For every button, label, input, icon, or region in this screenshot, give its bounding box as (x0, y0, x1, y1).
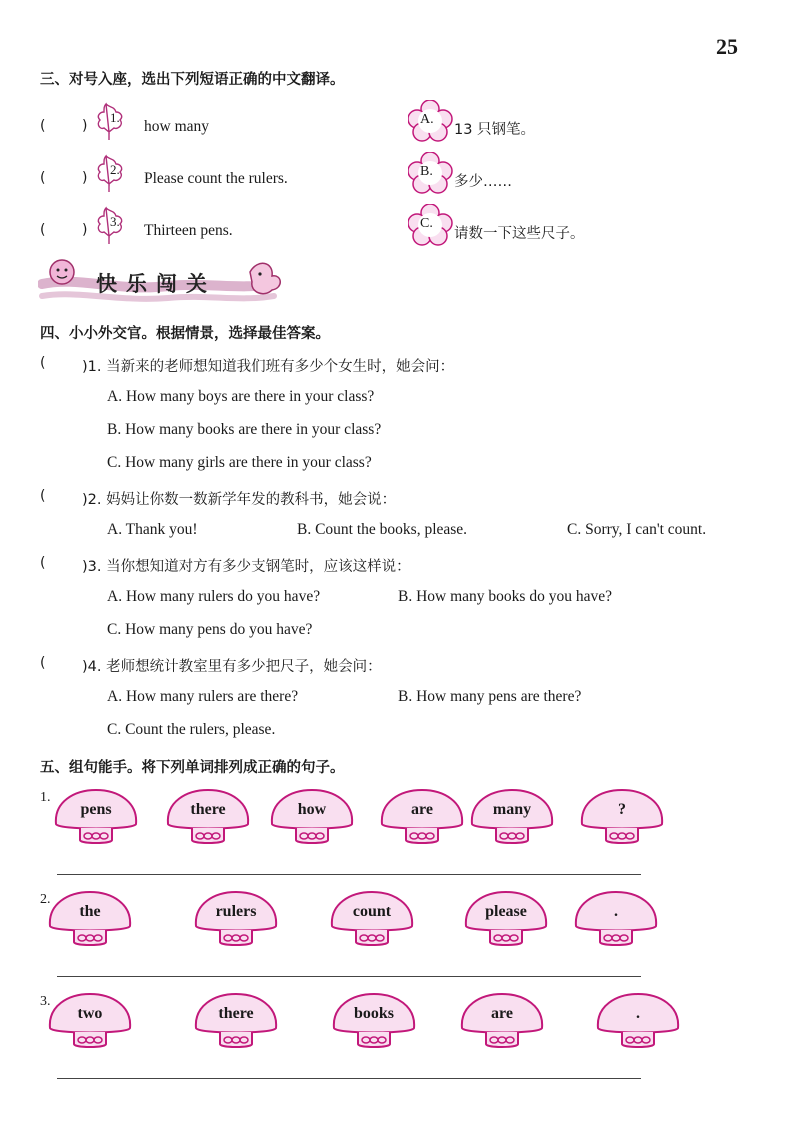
mushroom-word: the (79, 903, 101, 920)
option-b: B. How many pens are there? (398, 688, 582, 705)
mushroom-word: . (614, 903, 618, 920)
phrase-text: how many (144, 118, 210, 135)
option-a: A. How many rulers are there? (107, 688, 299, 705)
word-mushroom (468, 788, 558, 846)
word-mushroom (164, 788, 254, 846)
answer-paren-open: ( (40, 118, 46, 134)
translation-text: 多少…… (454, 174, 512, 190)
cartoon-child-icon (50, 260, 74, 284)
word-mushroom (572, 890, 662, 948)
answer-paren-open: ( (40, 655, 46, 671)
leaf-number: 3. (110, 214, 120, 229)
question-stem: )2. 妈妈让你数一数新学年发的教科书，她会说： (82, 492, 397, 508)
sentence-number: 1. (40, 790, 51, 805)
word-mushroom (328, 890, 418, 948)
option-b: B. How many books are there in your class? (107, 421, 382, 438)
option-c: C. How many pens do you have? (107, 621, 313, 638)
phrase-text: Please count the rulers. (144, 170, 288, 187)
option-a: A. How many rulers do you have? (107, 588, 321, 605)
mushroom-word: two (77, 1005, 103, 1022)
word-mushroom (192, 890, 282, 948)
answer-paren-open: ( (40, 555, 46, 571)
word-mushroom (578, 788, 668, 846)
word-mushroom (268, 788, 358, 846)
answer-paren-open: ( (40, 355, 46, 371)
answer-line (57, 976, 641, 977)
word-mushroom (46, 890, 136, 948)
word-mushroom (46, 992, 136, 1050)
banner-title: 快乐闯关 (96, 272, 216, 296)
question-stem: )3. 当你想知道对方有多少支钢笔时，应该这样说： (82, 559, 411, 575)
word-mushroom (462, 890, 552, 948)
flower-label: A. (420, 112, 434, 127)
flower-label: B. (420, 164, 433, 179)
question-stem: )4. 老师想统计教室里有多少把尺子，她会问： (82, 659, 382, 675)
word-mushroom (594, 992, 684, 1050)
mushroom-word: how (297, 801, 327, 818)
option-c: C. Sorry, I can't count. (567, 521, 707, 538)
option-a: A. Thank you! (107, 521, 198, 538)
mushroom-word: rulers (215, 903, 257, 920)
word-mushroom (192, 992, 282, 1050)
leaf-number: 2. (110, 162, 120, 177)
mushroom-word: please (485, 903, 527, 920)
option-c: C. Count the rulers, please. (107, 721, 276, 738)
translation-text: 请数一下这些尺子。 (454, 226, 585, 242)
rooster-icon (250, 263, 280, 293)
answer-line (57, 1078, 641, 1079)
word-mushroom (52, 788, 142, 846)
mushroom-word: are (491, 1005, 513, 1022)
answer-line (57, 874, 641, 875)
leaf-number: 1. (110, 110, 120, 125)
word-mushroom (458, 992, 548, 1050)
question-stem: )1. 当新来的老师想知道我们班有多少个女生时，她会问： (82, 359, 455, 375)
option-b: B. How many books do you have? (398, 588, 612, 605)
page-number: 25 (716, 34, 738, 59)
mushroom-word: there (190, 801, 226, 818)
option-c: C. How many girls are there in your class? (107, 454, 372, 471)
section-3-title: 三、对号入座，选出下列短语正确的中文翻译。 (40, 72, 345, 88)
section-5-title: 五、组句能手。将下列单词排列成正确的句子。 (40, 760, 345, 776)
mushroom-word: there (218, 1005, 254, 1022)
flower-label: C. (420, 216, 433, 231)
sentence-number: 2. (40, 892, 51, 907)
translation-text: 13 只钢笔。 (454, 122, 536, 138)
option-b: B. Count the books, please. (297, 521, 468, 538)
answer-paren-close: ) (82, 222, 88, 238)
mushroom-word: count (352, 903, 392, 920)
answer-paren-open: ( (40, 488, 46, 504)
phrase-text: Thirteen pens. (144, 222, 233, 239)
answer-paren-close: ) (82, 118, 88, 134)
answer-paren-open: ( (40, 222, 46, 238)
mushroom-word: many (492, 801, 532, 818)
option-a: A. How many boys are there in your class? (107, 388, 375, 405)
word-mushroom (378, 788, 468, 846)
mushroom-word: pens (80, 801, 112, 818)
mushroom-word: ? (618, 801, 626, 818)
mushroom-word: books (353, 1005, 395, 1022)
answer-paren-close: ) (82, 170, 88, 186)
word-mushroom (330, 992, 420, 1050)
section-4-title: 四、小小外交官。根据情景，选择最佳答案。 (40, 326, 330, 342)
answer-paren-open: ( (40, 170, 46, 186)
sentence-number: 3. (40, 994, 51, 1009)
mushroom-word: . (636, 1005, 640, 1022)
mushroom-word: are (411, 801, 433, 818)
